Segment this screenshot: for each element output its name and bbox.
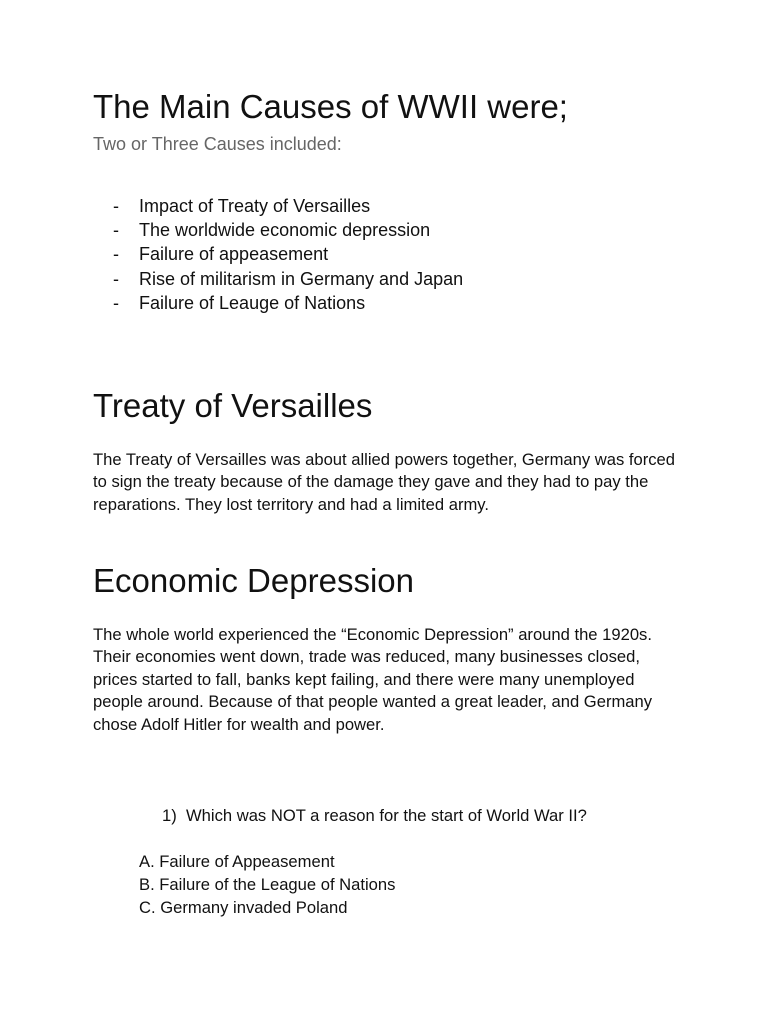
list-item bbox=[113, 267, 463, 291]
cause-text: Rise of militarism in Germany and Japan bbox=[139, 268, 464, 289]
quiz-option: C. Germany invaded Poland bbox=[139, 898, 348, 917]
section-body-treaty: The Treaty of Versailles was about allied powers together, Germany was forced to sign the treaty because of the damage they gave and they had to pay the reparations. They lost territory and had a limited army. bbox=[93, 450, 675, 514]
page-title: The Main Causes of WWII were; bbox=[93, 88, 568, 125]
section-body-depression: The whole world experienced the “Economic Depression” around the 1920s. Their economies went down, trade was reduced, many businesses closed, prices started to fall, banks kept failing, and there were many unemployed people around. Because of that people wanted a great leader, and Germany chose Adolf Hitler for wealth and power. bbox=[93, 625, 653, 734]
section-heading-depression: Economic Depression bbox=[93, 562, 414, 599]
question-text: Which was NOT a reason for the start of World War II? bbox=[186, 806, 587, 825]
cause-text: Failure of appeasement bbox=[139, 244, 329, 265]
list-item bbox=[113, 242, 463, 266]
bullet-dash: - bbox=[113, 196, 119, 216]
bullet-dash: - bbox=[113, 268, 119, 289]
quiz-option: A. Failure of Appeasement bbox=[139, 852, 335, 871]
cause-text: Failure of Leauge of Nations bbox=[139, 292, 366, 313]
section-heading-treaty: Treaty of Versailles bbox=[93, 387, 373, 424]
causes-list bbox=[113, 194, 463, 315]
quiz-option: B. Failure of the League of Nations bbox=[139, 875, 396, 894]
bullet-dash: - bbox=[113, 220, 119, 241]
page-subtitle: Two or Three Causes included: bbox=[93, 134, 342, 154]
quiz-options bbox=[139, 850, 395, 919]
quiz-question bbox=[162, 805, 587, 827]
cause-text: Impact of Treaty of Versailles bbox=[139, 196, 371, 216]
question-number: 1) bbox=[162, 806, 177, 825]
list-item bbox=[113, 218, 463, 242]
bullet-dash: - bbox=[113, 244, 119, 265]
cause-text: The worldwide economic depression bbox=[139, 220, 431, 241]
list-item bbox=[113, 194, 463, 218]
list-item bbox=[113, 291, 463, 315]
bullet-dash: - bbox=[113, 292, 119, 313]
